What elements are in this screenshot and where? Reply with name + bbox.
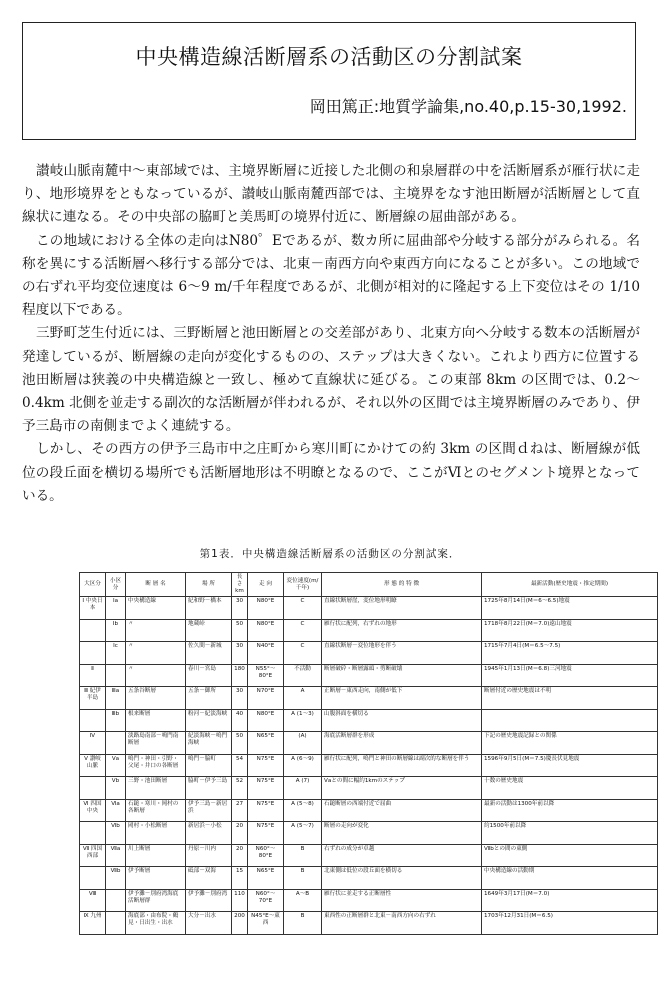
cell-place: 砥部－双海 [186, 867, 232, 890]
cell-minor [106, 889, 126, 912]
cell-major [80, 709, 106, 732]
cell-length: 50 [232, 619, 248, 642]
cell-fault-name: 三野・池田断層 [126, 777, 186, 800]
table-row [80, 822, 658, 845]
cell-features: 正断層－東西走向，南側が低下 [322, 687, 482, 710]
table-row [80, 912, 658, 935]
table-row [80, 889, 658, 912]
cell-strike: N65°E [248, 732, 284, 755]
cell-features: 直線状断層－変位地形を伴う [322, 642, 482, 665]
table-caption: 第1表．中央構造線活断層系の活動区の分割試案． [199, 548, 461, 560]
cell-place: 鳴門－脇町 [186, 754, 232, 777]
cell-major: Ⅸ 九州 [80, 912, 106, 935]
cell-features: 雁行状に配列，右ずれの地形 [322, 619, 482, 642]
cell-history: 1718年8月22日(M＝7.0)遠山地震 [482, 619, 658, 642]
table-row [80, 799, 658, 822]
cell-history: 断層付近の歴史地震は不明 [482, 687, 658, 710]
cell-place: 粉河－紀淡海峡 [186, 709, 232, 732]
cell-strike: N60°～80°E [248, 844, 284, 867]
cell-strike: N80°E [248, 709, 284, 732]
paragraph-1: 讃岐山脈南麓中～東部域では、主境界断層に近接した北側の和泉層群の中を活断層系が雁行状に走り、地形境界をともなっているが、讃岐山脈南麓西部では、主境界をなす池田断層が活断層として直線状に連なる。その中央部の脇町と美馬町の境界付近に、断層線の屈曲部がある。 [22, 163, 640, 226]
cell-displacement: B [284, 912, 322, 935]
cell-fault-name: 〃 [126, 664, 186, 687]
table-row [80, 867, 658, 890]
cell-length: 180 [232, 664, 248, 687]
cell-place: 紀淡海峡－鳴門海峡 [186, 732, 232, 755]
cell-major: Ⅳ [80, 732, 106, 755]
cell-major [80, 777, 106, 800]
cell-history: 最新の活動は1300年前以降 [482, 799, 658, 822]
cell-features: 断層破砕・断層露頭・剪断破壊 [322, 664, 482, 687]
cell-place: 佐久間－新城 [186, 642, 232, 665]
cell-minor: Ⅰb [106, 619, 126, 642]
cell-minor: Ⅲa [106, 687, 126, 710]
cell-history: Ⅶbとの間の東側 [482, 844, 658, 867]
cell-major: Ⅵ 四国中央 [80, 799, 106, 822]
cell-length: 20 [232, 844, 248, 867]
cell-length: 200 [232, 912, 248, 935]
cell-displacement: C [284, 642, 322, 665]
cell-features: 断層の走向が変化 [322, 822, 482, 845]
cell-major: Ⅶ 四国西部 [80, 844, 106, 867]
cell-displacement: A (5～8) [284, 799, 322, 822]
header-strike: 走 向 [248, 573, 284, 597]
cell-features: 東西性の正断層群と北東－南西方向の右ずれ [322, 912, 482, 935]
cell-fault-name: 岡村・小松断層 [126, 822, 186, 845]
cell-displacement: (A) [284, 732, 322, 755]
header-minor: 小区分 [106, 573, 126, 597]
cell-history: 1596年9月5日(M＝7.5)慶長伏見地震 [482, 754, 658, 777]
cell-features: 直線状断層崖，変位地形明瞭 [322, 597, 482, 620]
cell-place: 新居浜－小松 [186, 822, 232, 845]
segment-table [79, 572, 658, 935]
cell-displacement: A～B [284, 889, 322, 912]
cell-features: 北東側は低位の段丘面を横切る [322, 867, 482, 890]
cell-history: 約1500年前以降 [482, 822, 658, 845]
cell-length: 30 [232, 597, 248, 620]
cell-strike: N40°E [248, 642, 284, 665]
cell-displacement: C [284, 597, 322, 620]
cell-length: 15 [232, 867, 248, 890]
table-row [80, 844, 658, 867]
table-row [80, 619, 658, 642]
cell-length: 20 [232, 822, 248, 845]
cell-displacement: A (1～3) [284, 709, 322, 732]
cell-fault-name: 中央構造線 [126, 597, 186, 620]
paragraph-3: 三野町芝生付近には、三野断層と池田断層との交差部があり、北東方向へ分岐する数本の活断層が発達しているが、断層線の走向が変化するものの、ステップは大きくない。これより西方に位置する池田断層は狭義の中央構造線と一致し、極めて直線状に延びる。この東部 8km の区間では、0.2～0.4km 北側を並走する副次的な活断層が伴われるが、それ以外の区間では主境界断層のみであり、伊予三島市の南側までよく連続する。 [22, 325, 641, 435]
title-box [22, 22, 636, 140]
cell-major: Ⅴ 讃岐山脈 [80, 754, 106, 777]
page-title: 中央構造線活断層系の活動区の分割試案 [135, 45, 523, 69]
cell-strike: N75°E [248, 799, 284, 822]
cell-major: Ⅱ [80, 664, 106, 687]
cell-history: 下記の歴史地震記録との関係 [482, 732, 658, 755]
cell-fault-name: 石鎚・寒川・岡村の各断層 [126, 799, 186, 822]
cell-minor: Ⅶa [106, 844, 126, 867]
cell-strike: N75°E [248, 754, 284, 777]
cell-history: 中央構造線の活動期 [482, 867, 658, 890]
cell-minor: Ⅲb [106, 709, 126, 732]
table-row [80, 597, 658, 620]
cell-history: 1715年7月4日(M＝6.5～7.5) [482, 642, 658, 665]
cell-place: 大分－出水 [186, 912, 232, 935]
table-row [80, 664, 658, 687]
cell-displacement: A (5～7) [284, 822, 322, 845]
cell-strike: N80°E [248, 619, 284, 642]
cell-length: 50 [232, 732, 248, 755]
cell-major: Ⅷ [80, 889, 106, 912]
table-body [80, 597, 658, 935]
cell-fault-name: 五条谷断層 [126, 687, 186, 710]
cell-length: 30 [232, 687, 248, 710]
header-history: 最新活動(歴史地震・推定期間) [482, 573, 658, 597]
cell-place: 脇町－伊予三島 [186, 777, 232, 800]
cell-major [80, 822, 106, 845]
cell-fault-name: 淡路島南部－鳴門南断層 [126, 732, 186, 755]
table-row [80, 732, 658, 755]
body-text [22, 160, 640, 508]
header-fault-name: 断 層 名 [126, 573, 186, 597]
paragraph-2: この地域における全体の走向はN80゜Eであるが、数カ所に屈曲部や分岐する部分がみられる。名称を異にする活断層へ移行する部分では、北東－南西方向や東西方向になることが多い。この地域での右ずれ平均変位速度は 6～9 m/千年程度であるが、北側が相対的に隆起する上下変位はその 1/10 程度以下である。 [22, 232, 640, 319]
cell-minor: Ⅰa [106, 597, 126, 620]
cell-minor: Ⅴa [106, 754, 126, 777]
cell-major: Ⅰ 中央日本 [80, 597, 106, 620]
cell-length: 54 [232, 754, 248, 777]
cell-strike: N75°E [248, 777, 284, 800]
cell-displacement: A (7) [284, 777, 322, 800]
citation: 岡田篤正:地質学論集,no.40,p.15-30,1992. [309, 97, 627, 116]
cell-displacement: 不活動 [284, 664, 322, 687]
cell-fault-name: 川上断層 [126, 844, 186, 867]
cell-minor: Ⅵb [106, 822, 126, 845]
cell-length: 30 [232, 642, 248, 665]
cell-features: 石鎚断層の西端付近で屈曲 [322, 799, 482, 822]
header-place: 場 所 [186, 573, 232, 597]
cell-fault-name: 伊予灘－別府湾海底活断層群 [126, 889, 186, 912]
cell-history: 1945年1月13日(M＝6.8)三河地震 [482, 664, 658, 687]
cell-fault-name: 〃 [126, 619, 186, 642]
cell-fault-name: 海底部・由布院・鶴見・日出生・出水 [126, 912, 186, 935]
cell-history: 十数の歴史地震 [482, 777, 658, 800]
cell-displacement: C [284, 619, 322, 642]
table-header-row [80, 573, 658, 597]
cell-place: 紀和野－橋本 [186, 597, 232, 620]
cell-strike: N65°E [248, 867, 284, 890]
table-row [80, 687, 658, 710]
cell-history: 1725年8月14日(M＝6～6.5)地震 [482, 597, 658, 620]
cell-history: 1649年3月17日(M＝7.0) [482, 889, 658, 912]
cell-minor: Ⅴb [106, 777, 126, 800]
table-row [80, 709, 658, 732]
header-major: 大区分 [80, 573, 106, 597]
cell-minor: Ⅵa [106, 799, 126, 822]
cell-strike: N45°E～東西 [248, 912, 284, 935]
table-row [80, 777, 658, 800]
cell-place: 五条－御所 [186, 687, 232, 710]
header-length: 長さ km [232, 573, 248, 597]
header-displacement: 変位速度(m/千年) [284, 573, 322, 597]
table-row [80, 754, 658, 777]
cell-place: 伊予灘－別府湾 [186, 889, 232, 912]
cell-strike: N60°～70°E [248, 889, 284, 912]
cell-minor [106, 664, 126, 687]
cell-strike: N70°E [248, 687, 284, 710]
cell-strike: N80°E [248, 597, 284, 620]
cell-place: 春川－宮島 [186, 664, 232, 687]
cell-history [482, 709, 658, 732]
cell-length: 40 [232, 709, 248, 732]
cell-minor [106, 912, 126, 935]
cell-features: 海底活断層群を形成 [322, 732, 482, 755]
cell-length: 110 [232, 889, 248, 912]
cell-features: 山腹斜面を横切る [322, 709, 482, 732]
cell-fault-name: 〃 [126, 642, 186, 665]
cell-strike: N75°E [248, 822, 284, 845]
cell-displacement: A (6～9) [284, 754, 322, 777]
cell-fault-name: 根来断層 [126, 709, 186, 732]
cell-fault-name: 伊予断層 [126, 867, 186, 890]
cell-features: 雁行状に並走する正断層性 [322, 889, 482, 912]
cell-displacement: B [284, 867, 322, 890]
cell-major [80, 619, 106, 642]
cell-minor [106, 732, 126, 755]
cell-minor: Ⅰc [106, 642, 126, 665]
cell-minor: Ⅶb [106, 867, 126, 890]
cell-major [80, 642, 106, 665]
cell-major: Ⅲ 紀伊半島 [80, 687, 106, 710]
cell-length: 52 [232, 777, 248, 800]
cell-length: 27 [232, 799, 248, 822]
cell-place: 地蔵峠 [186, 619, 232, 642]
cell-fault-name: 鳴門・神田・引野・父尾・井口の各断層 [126, 754, 186, 777]
table-row [80, 642, 658, 665]
paragraph-4: しかし、その西方の伊予三島市中之庄町から寒川町にかけての約 3km の区間ｄねは、断層線が低位の段丘面を横切る場所でも活断層地形は不明瞭となるので、ここがⅥとのセグメント境界となっている。 [22, 441, 640, 504]
cell-displacement: A [284, 687, 322, 710]
cell-strike: N55°～80°E [248, 664, 284, 687]
cell-displacement: B [284, 844, 322, 867]
cell-features: 右ずれの成分が卓越 [322, 844, 482, 867]
cell-place: 伊予三島－新居浜 [186, 799, 232, 822]
header-features: 形 態 的 特 徴 [322, 573, 482, 597]
cell-place: 丹原－川内 [186, 844, 232, 867]
cell-features: 雁行状に配列，鳴門と神田の断層線は副次的な断層を伴う [322, 754, 482, 777]
cell-features: Ⅴaとの間に幅約1kmのステップ [322, 777, 482, 800]
cell-history: 1703年12月31日(M＝6.5) [482, 912, 658, 935]
cell-major [80, 867, 106, 890]
